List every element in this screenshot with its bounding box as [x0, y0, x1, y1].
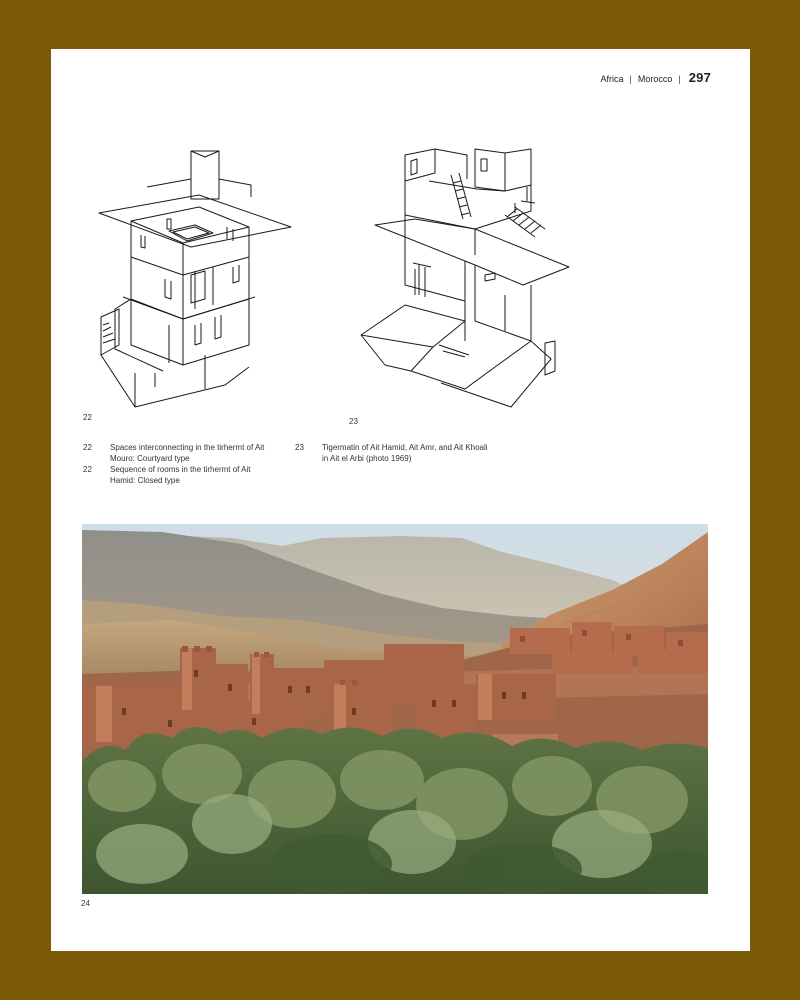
- caption-number: 22: [83, 465, 92, 474]
- caption-text: Spaces interconnecting in the tirhermt of Ait Mouro: Courtyard type: [110, 443, 265, 463]
- header-separator: |: [629, 74, 632, 84]
- caption-23: [295, 442, 495, 464]
- caption-text: Sequence of rooms in the tirhermt of Ait Hamid: Closed type: [110, 465, 251, 485]
- caption-22a: [83, 442, 273, 464]
- header-region: Africa: [600, 74, 624, 84]
- figure-23-number: 23: [349, 417, 358, 426]
- courtyard-tower-drawing: [95, 149, 295, 409]
- captions-left: [83, 442, 273, 486]
- book-page: [51, 49, 750, 951]
- captions-right: [295, 442, 495, 464]
- header-country: Morocco: [637, 74, 673, 84]
- running-head: [600, 70, 711, 85]
- figure-22-number: 22: [83, 413, 92, 422]
- caption-22b: [83, 464, 273, 486]
- header-separator-2: |: [678, 74, 681, 84]
- figure-24-number: 24: [81, 899, 90, 908]
- caption-text: Tigermatin of Ait Hamid, Ait Amr, and Ait Khoali in Ait el Arbi (photo 1969): [322, 443, 488, 463]
- caption-number: 23: [295, 443, 304, 452]
- kasbah-photograph: [82, 524, 708, 894]
- closed-tower-drawing: [355, 145, 575, 415]
- page-number: 297: [688, 70, 711, 85]
- caption-number: 22: [83, 443, 92, 452]
